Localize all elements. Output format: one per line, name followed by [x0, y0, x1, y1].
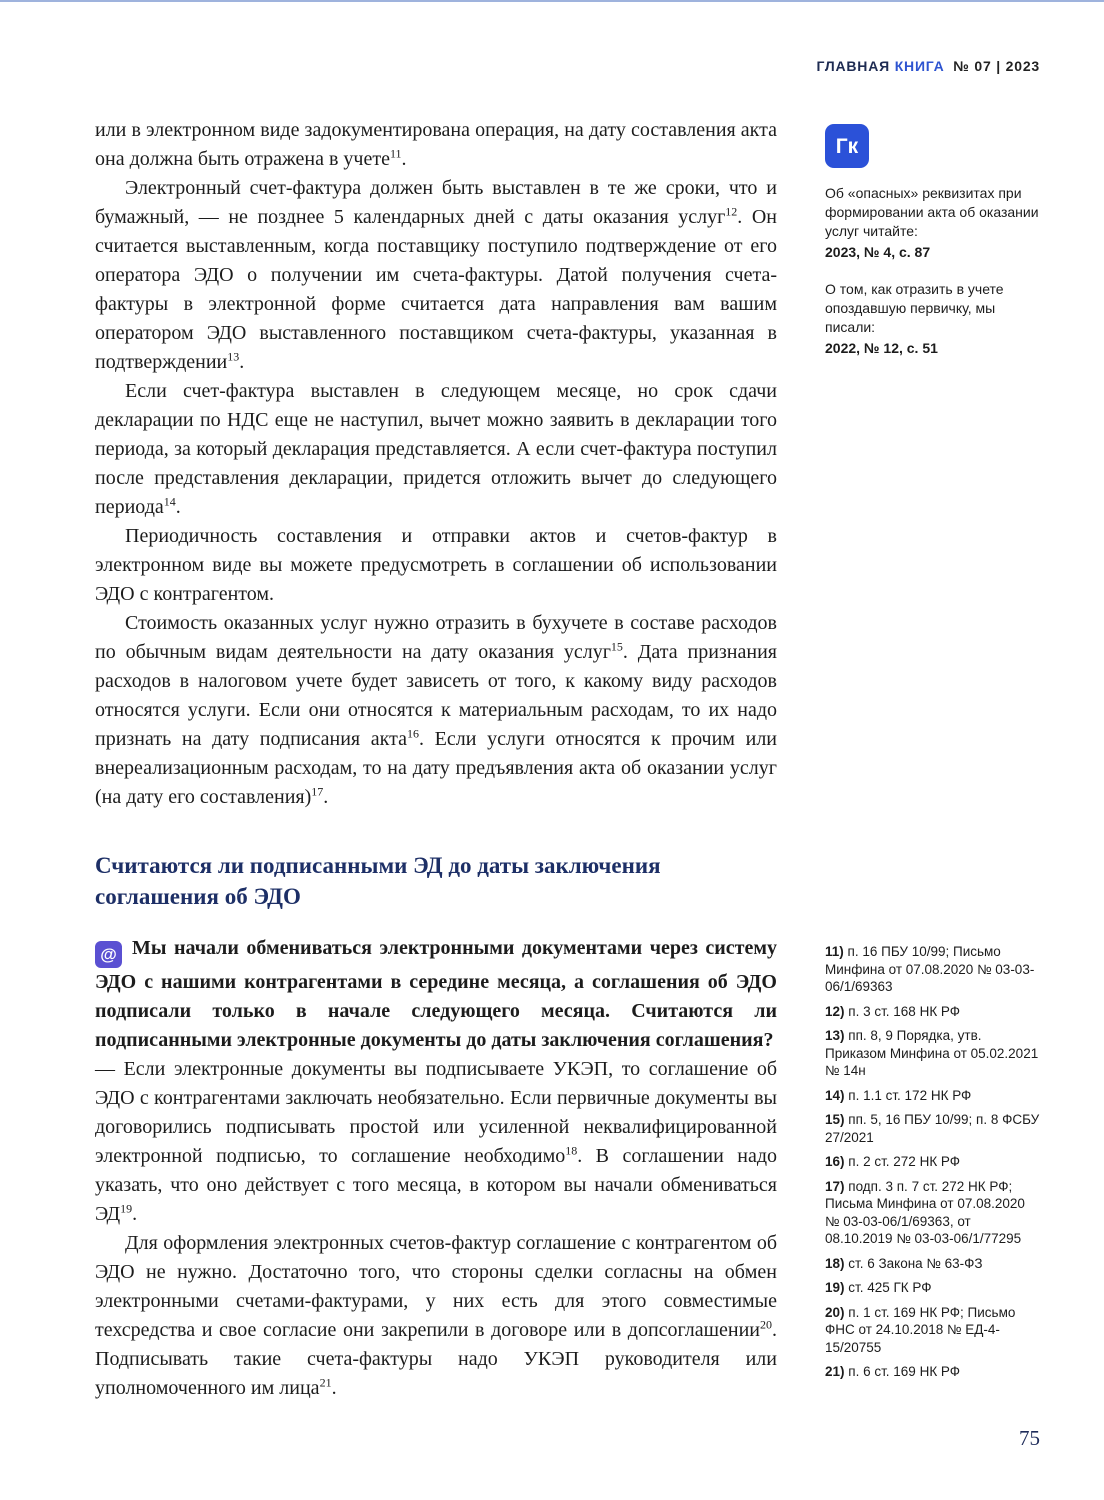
footnote-number: 15): [825, 1112, 845, 1127]
paragraph: Периодичность составления и отправки актов и счетов-фактур в электронном виде вы можете предусмотреть в соглашении об использовании ЭДО с контрагентом.: [95, 525, 777, 605]
footnote-number: 18): [825, 1255, 845, 1271]
footnote: [825, 1304, 1041, 1357]
footnote: [825, 1178, 1041, 1248]
footnote-text: пп. 5, 16 ПБУ 10/99; п. 8 ФСБУ 27/2021: [825, 1112, 1040, 1145]
footnote-text: подп. 3 п. 7 ст. 272 НК РФ; Письма Минфина от 07.08.2020 № 03-03-06/1/69363, от 08.10.2019 № 03-03-06/1/77295: [825, 1178, 1025, 1246]
footnote-number: 12): [825, 1003, 845, 1019]
question-paragraph: [95, 934, 777, 1055]
footnote-text: п. 16 ПБУ 10/99; Письмо Минфина от 07.08.2020 № 03-03-06/1/69363: [825, 944, 1035, 994]
footnotes-list: [825, 943, 1041, 1388]
brand-kniga: КНИГА: [894, 58, 945, 74]
footnote-text: ст. 425 ГК РФ: [848, 1280, 932, 1295]
footnote-text: п. 6 ст. 169 НК РФ: [848, 1364, 961, 1379]
footnote-number: 16): [825, 1154, 845, 1169]
side-note-reference: 2023, № 4, с. 87: [825, 244, 931, 260]
answer-paragraph: — Если электронные документы вы подписываете УКЭП, то соглашение об ЭДО с контрагентами заключать необязательно. Если первичные документы вы договорились подписывать простой или усиленной неквалифицированной электронной подписью, то соглашение необходимо$^{18}$. В соглашении надо указать, что оно действует с того месяца, в котором вы начали обмениваться ЭД$^{19}$.: [95, 1058, 777, 1225]
answer-paragraph: Для оформления электронных счетов-фактур соглашение с контрагентом об ЭДО не нужно. Достаточно того, что стороны сделки согласны на обмен электронными счетами-фактурами, у них есть для этого совместимые техсредства и свое согласие они закрепили в договоре или в допсоглашении$^{20}$. Подписывать такие счета-фактуры надо УКЭП руководителя или уполномоченного им лица$^{21}$.: [95, 1232, 777, 1399]
side-note-text: О том, как отразить в учете опоздавшую первичку, мы писали:: [825, 281, 1004, 335]
footnote-number: 20): [825, 1304, 845, 1320]
footnote: [825, 1153, 1041, 1171]
footnote: [825, 1087, 1041, 1105]
at-icon: @: [95, 941, 122, 968]
section-heading: Считаются ли подписанными ЭД до даты заключения соглашения об ЭДО: [95, 853, 661, 909]
footnote: [825, 1003, 1041, 1021]
footnote: [825, 1279, 1041, 1297]
side-note: [825, 280, 1041, 358]
footnote-number: 14): [825, 1087, 845, 1103]
footnote-text: п. 1.1 ст. 172 НК РФ: [848, 1087, 972, 1103]
issue-label: № 07 | 2023: [953, 58, 1040, 74]
side-note-reference: 2022, № 12, с. 51: [825, 340, 938, 356]
question-text: Мы начали обмениваться электронными документами через систему ЭДО с нашими контрагентами в середине месяца, а соглашения об ЭДО подписали только в начале следующего месяца. Считаются ли подписанными электронные документы до даты заключения соглашения?: [95, 937, 777, 1051]
footnote-number: 19): [825, 1280, 845, 1295]
brand-glavnaya: ГЛАВНАЯ: [816, 58, 890, 74]
top-rule: [0, 0, 1104, 2]
page-number: 75: [1019, 1426, 1040, 1450]
footnote-text: п. 3 ст. 168 НК РФ: [848, 1003, 961, 1019]
footnote-number: 11): [825, 944, 844, 959]
footnote: [825, 1111, 1041, 1146]
masthead: [816, 58, 1040, 74]
footnote-number: 17): [825, 1178, 845, 1194]
footnote-number: 13): [825, 1028, 845, 1043]
footnote-number: 21): [825, 1364, 845, 1379]
paragraph: или в электронном виде задокументирована операция, на дату составления акта она должна быть отражена в учете$^{11}$.: [95, 119, 777, 170]
gk-logo: Гк: [825, 124, 869, 168]
paragraph: Электронный счет-фактура должен быть выставлен в те же сроки, что и бумажный, — не позднее 5 календарных дней с даты оказания услуг$^{12}$. Он считается выставленным, когда поставщику поступило подтверждение от его оператора ЭДО о получении им счета-фактуры. Датой получения счета-фактуры в электронной форме считается дата направления вам вашим оператором ЭДО выставленного поставщиком счета-фактуры, указанная в подтверждении$^{13}$.: [95, 177, 777, 373]
footnote: [825, 943, 1041, 996]
side-note: [825, 184, 1041, 262]
footnote: [825, 1363, 1041, 1381]
side-note-text: Об «опасных» реквизитах при формировании акта об оказании услуг читайте:: [825, 185, 1039, 239]
footnote-text: ст. 6 Закона № 63-ФЗ: [848, 1255, 983, 1271]
footnote: [825, 1027, 1041, 1080]
footnote-text: п. 1 ст. 169 НК РФ; Письмо ФНС от 24.10.2018 № ЕД-4-15/20755: [825, 1304, 1016, 1355]
article-column: [95, 116, 777, 1403]
paragraph: Если счет-фактура выставлен в следующем месяце, но срок сдачи декларации по НДС еще не наступил, вычет можно заявить в декларации того периода, за который декларация представляется. А если счет-фактура поступил после представления декларации, придется отложить вычет до следующего периода$^{14}$.: [95, 380, 777, 518]
sidebar: [825, 124, 1041, 376]
footnote-text: п. 2 ст. 272 НК РФ: [848, 1154, 961, 1169]
footnote: [825, 1255, 1041, 1273]
footnote-text: пп. 8, 9 Порядка, утв. Приказом Минфина от 05.02.2021 № 14н: [825, 1028, 1039, 1078]
paragraph: Стоимость оказанных услуг нужно отразить в бухучете в составе расходов по обычным видам деятельности на дату оказания услуг$^{15}$. Дата признания расходов в налоговом учете будет зависеть от того, к какому виду расходов относятся услуги. Если они относятся к материальным расходам, то их надо признать на дату подписания акта$^{16}$. Если услуги относятся к прочим или внереализационным расходам, то на дату предъявления акта об оказании услуг (на дату его составления)$^{17}$.: [95, 612, 778, 808]
